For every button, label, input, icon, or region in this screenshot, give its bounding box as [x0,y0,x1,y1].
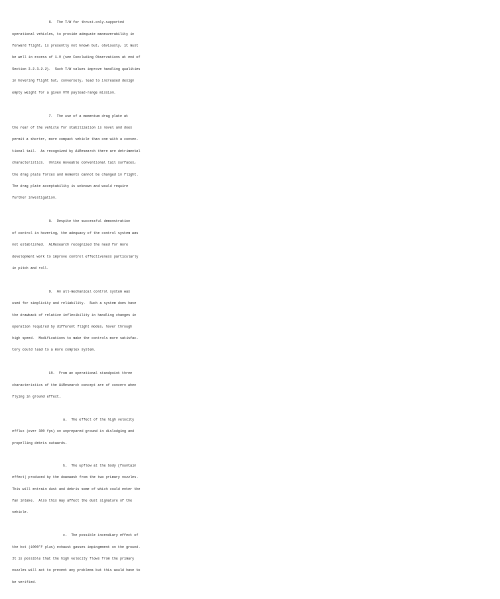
text-line: c. The possible incendiary effect of [12,533,139,538]
text-line: operation required by different flight modes, hover through [12,324,133,329]
text-line: This will entrain dust and debris some of which could enter the [12,487,141,492]
text-line: effect) produced by the downwash from the two primary nozzles. [12,475,139,480]
paragraph-7 [12,106,150,207]
text-line: propelling debris outwards. [12,441,68,446]
text-line: tory could lead to a more complex system. [12,348,96,353]
paragraph-8 [12,212,150,278]
text-line: used for simplicity and reliability. Such a system does have [12,301,137,306]
text-line: forward flight, is presently not known but, obviously, it must [12,44,139,48]
text-line: in hovering flight but, conversely, lead to increased design [12,79,135,83]
text-line: tional tail. As recognized by AiResearch there are detrimental [12,149,141,154]
text-line: characteristics of the AiResearch concept are of concern when [12,383,137,388]
text-line: Section 3.2.3.2.2). Such T/W values improve handling qualities [12,67,141,72]
text-line: 9. An all-mechanical control system was [12,289,131,294]
text-line: the rear of the vehicle for stabilization is novel and does [12,125,133,130]
text-line: the hot (1000°F plus) exhaust gasses impingement on the ground. [12,545,141,550]
document-page [0,0,160,585]
text-line: high speed. Modifications to make the controls more satisfac- [12,336,139,341]
text-line: permit a shorter, more compact vehicle than one with a conven- [12,137,139,142]
text-line: nozzles will act to prevent any problems but this would have to [12,568,141,573]
text-line: flying in ground effect. [12,395,61,399]
paragraph-9 [12,282,150,360]
text-line: the drawback of relative inflexibility in handling changes in [12,313,137,317]
text-line: vehicle. [12,510,29,515]
paragraph-10 [12,364,150,407]
text-line: b. The upflow at the body (fountain [12,463,137,468]
text-line: be verified. [12,580,37,585]
text-line: 7. The use of a momentum drag plate at [12,114,129,119]
text-line: further investigation. [12,196,57,201]
text-line: the drag plate forces and moments cannot be changed in flight. [12,172,139,177]
text-line: fan intake. Also this may affect the dust signature of the [12,499,133,503]
text-line: be well in excess of 1.0 (see Concluding Observations at end of [12,55,141,60]
paragraph-10c [12,526,150,592]
text-line: efflux (over 300 fps) on unprepared ground in dislodging and [12,429,135,434]
paragraph-10b [12,456,150,522]
paragraph-6 [12,13,150,103]
paragraph-10a [12,410,150,453]
text-line: a. The effect of the high velocity [12,417,135,422]
text-line: The drag plate acceptability is unknown and would require [12,184,129,189]
text-line: 10. From an operational standpoint three [12,371,133,376]
text-line: development work to improve control effectiveness particularly [12,254,139,259]
text-line: characteristics. Unlike moveable conventional tail surfaces, [12,161,137,165]
text-line: empty weight for a given VTO payload-range mission. [12,90,116,95]
text-line: It is possible that the high velocity flows from the primary [12,556,135,561]
text-line: 8. Despite the successful demonstration [12,219,131,224]
text-line: of control in hovering, the adequacy of the control system was [12,231,139,236]
text-line: 6. The T/W for thrust-only-supported [12,20,125,25]
text-line: operational vehicles, to provide adequate maneuverability in [12,32,135,37]
text-line: in pitch and roll. [12,266,49,271]
text-line: not established. AiResearch recognized the need for more [12,242,129,247]
